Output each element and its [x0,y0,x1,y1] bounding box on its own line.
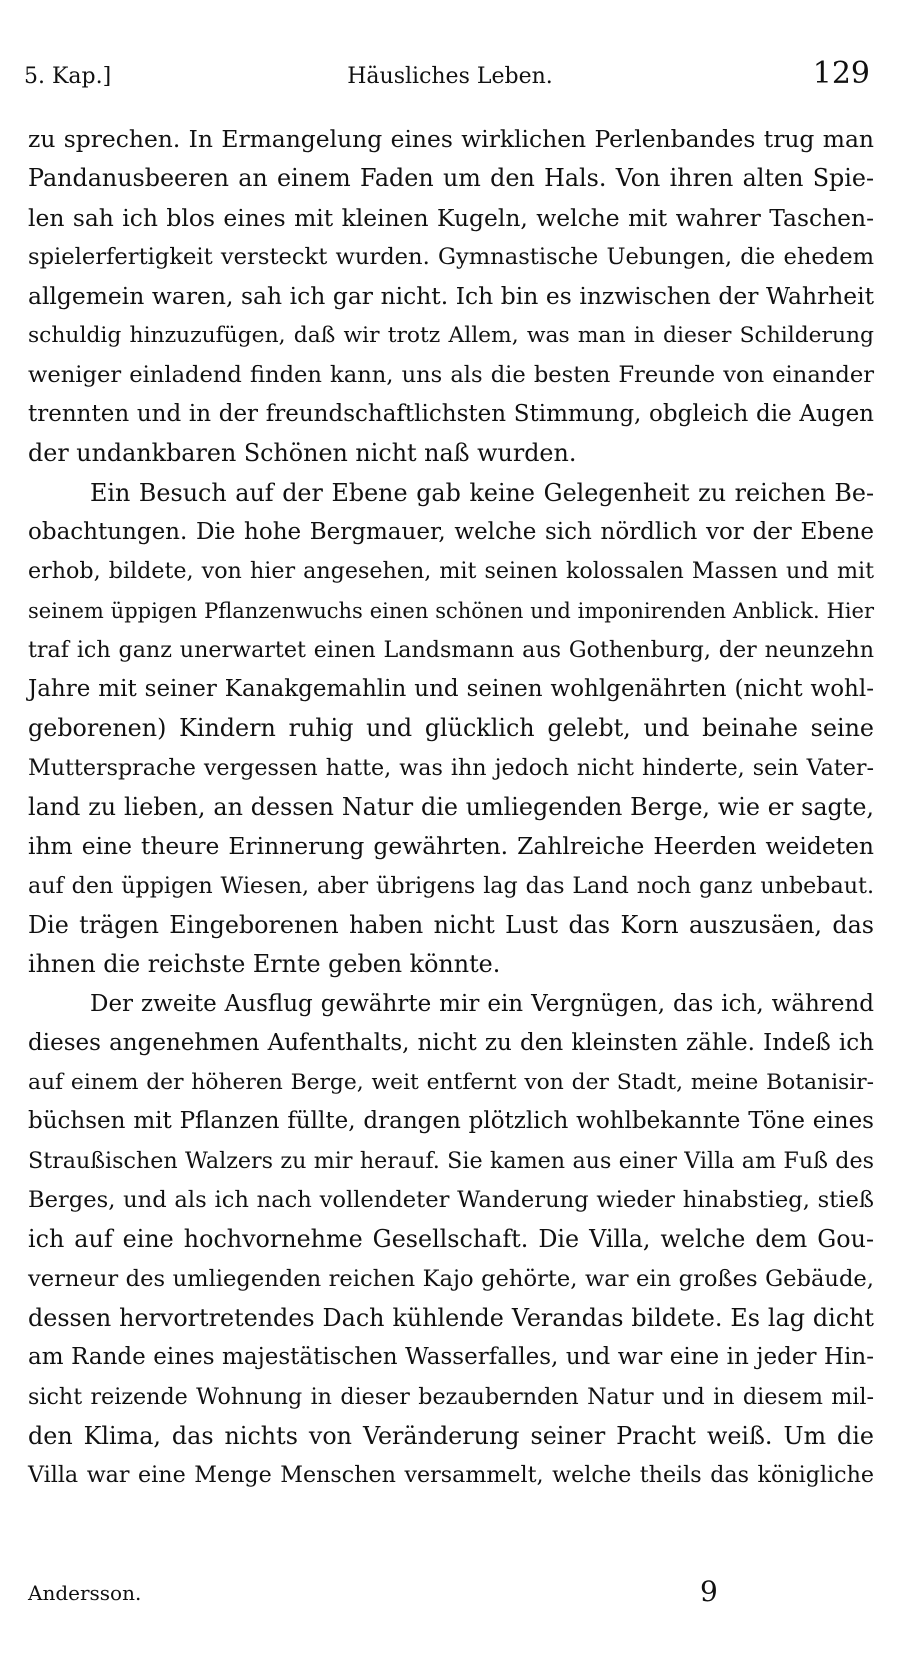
text-line: allgemein waren, sah ich gar nicht. Ich bin es inzwischen der Wahrheit [28,282,874,311]
text-line: geborenen) Kindern ruhig und glücklich gelebt, und beinahe seine [28,714,874,743]
text-line: zu sprechen. In Ermangelung eines wirklichen Perlenbandes trug man [28,125,874,153]
text-line: obachtungen. Die hohe Bergmauer, welche sich nördlich vor der Ebene [28,518,874,545]
text-line: seinem üppigen Pflanzenwuchs einen schönen und imponirenden Anblick. Hier [28,598,874,623]
chapter-label: 5. Kap.] [24,64,112,89]
page-number: 129 [812,56,870,91]
text-line: erhob, bildete, von hier angesehen, mit seinen kolossalen Massen und mit [28,558,874,585]
signature-mark: 9 [700,1575,718,1608]
running-title: Häusliches Leben. [347,64,553,89]
text-line: dieses angenehmen Aufenthalts, nicht zu den kleinsten zähle. Indeß ich [28,1029,874,1056]
page-footer [28,1575,874,1615]
paragraph [28,474,874,985]
text-line: spielerfertigkeit versteckt wurden. Gymnastische Uebungen, die ehedem [28,243,874,270]
text-line: Jahre mit seiner Kanakgemahlin und seinen wohlgenährten (nicht wohl- [28,676,874,703]
text-line: Villa war eine Menge Menschen versammelt, welche theils das königliche [28,1462,874,1489]
text-line: land zu lieben, an dessen Natur die umliegenden Berge, wie er sagte, [28,793,874,822]
text-line: Der zweite Ausflug gewährte mir ein Vergnügen, das ich, während [90,990,874,1017]
text-line: büchsen mit Pflanzen füllte, drangen plötzlich wohlbekannte Töne eines [28,1108,874,1135]
text-line: am Rande eines majestätischen Wasserfalles, und war eine in jeder Hin- [28,1344,874,1371]
text-line: der undankbaren Schönen nicht naß wurden. [28,439,577,468]
text-line: Berges, und als ich nach vollendeter Wanderung wieder hinabstieg, stieß [28,1187,874,1214]
signature-author: Andersson. [28,1581,142,1605]
text-line: ihnen die reichste Ernte geben könnte. [28,950,501,979]
text-line: Muttersprache vergessen hatte, was ihn jedoch nicht hinderte, sein Vater- [28,754,874,781]
text-line: trennten und in der freundschaftlichsten Stimmung, obgleich die Augen [28,401,874,428]
text-line: Ein Besuch auf der Ebene gab keine Gelegenheit zu reichen Be- [90,478,874,507]
running-header [24,56,876,96]
text-line: weniger einladend finden kann, uns als die besten Freunde von einander [28,361,874,388]
text-line: len sah ich blos eines mit kleinen Kugeln, welche mit wahrer Taschen- [28,203,874,232]
text-line: sicht reizende Wohnung in dieser bezaubernden Natur und in diesem mil- [28,1383,874,1410]
text-line: auf einem der höheren Berge, weit entfernt von der Stadt, meine Botanisir- [28,1070,874,1096]
text-line: Die trägen Eingeborenen haben nicht Lust das Korn auszusäen, das [28,910,874,939]
text-line: den Klima, das nichts von Veränderung seiner Pracht weiß. Um die [28,1421,874,1450]
text-line: Pandanusbeeren an einem Faden um den Hals. Von ihren alten Spie- [28,164,874,193]
paragraph [28,985,874,1496]
paragraph [28,120,874,474]
page-body [28,120,874,1495]
text-line: traf ich ganz unerwartet einen Landsmann aus Gothenburg, der neunzehn [28,636,874,663]
text-line: ihm eine theure Erinnerung gewährten. Zahlreiche Heerden weideten [28,832,874,861]
text-line: dessen hervortretendes Dach kühlende Verandas bildete. Es lag dicht [28,1303,874,1332]
text-line: Straußischen Walzers zu mir herauf. Sie kamen aus einer Villa am Fuß des [28,1147,874,1174]
text-line: ich auf eine hochvornehme Gesellschaft. Die Villa, welche dem Gou- [28,1225,874,1254]
text-line: schuldig hinzuzufügen, daß wir trotz Allem, was man in dieser Schilderung [28,323,874,349]
text-line: auf den üppigen Wiesen, aber übrigens lag das Land noch ganz unbebaut. [28,872,874,899]
text-line: verneur des umliegenden reichen Kajo gehörte, war ein großes Gebäude, [28,1265,874,1292]
